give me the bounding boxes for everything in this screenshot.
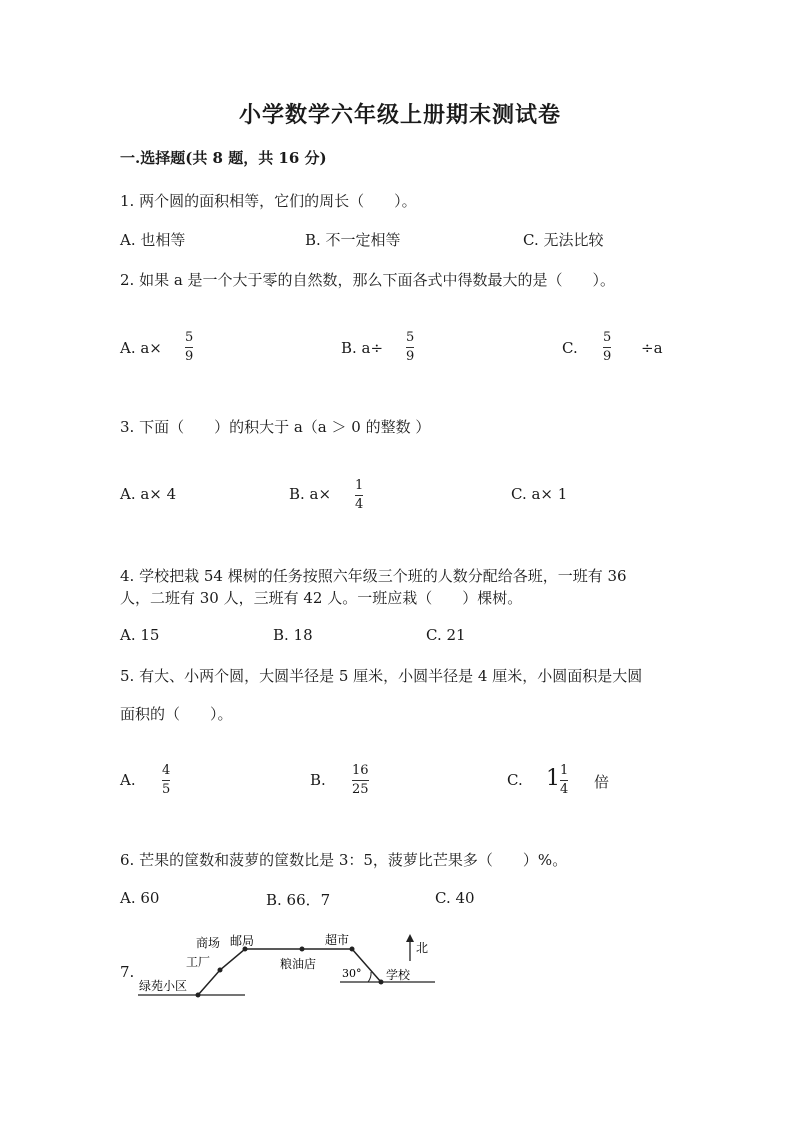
question-6: 6. 芒果的筐数和菠萝的筐数比是 3：5，菠萝比芒果多（ ）%。 bbox=[120, 851, 568, 869]
q4-option-a[interactable]: A. 15 bbox=[120, 626, 160, 644]
fraction-denominator: 4 bbox=[560, 782, 569, 797]
question-5-line-1: 5. 有大、小两个圆，大圆半径是 5 厘米，小圆半径是 4 厘米，小圆面积是大圆 bbox=[120, 667, 643, 685]
q2-option-b-label: B. a÷ bbox=[341, 339, 384, 357]
fraction-denominator: 25 bbox=[352, 782, 369, 797]
q1-option-b[interactable]: B. 不一定相等 bbox=[305, 231, 401, 249]
q6-option-c[interactable]: C. 40 bbox=[435, 889, 475, 907]
grain-point bbox=[300, 947, 305, 952]
q2-option-c-label: C. bbox=[562, 339, 578, 357]
label-community: 绿苑小区 bbox=[139, 979, 188, 993]
q3-option-a[interactable]: A. a× 4 bbox=[120, 485, 177, 503]
fraction-numerator: 1 bbox=[355, 478, 364, 493]
label-school: 学校 bbox=[386, 968, 411, 982]
q5-option-a-fraction bbox=[162, 763, 170, 798]
q5-option-c-whole: 1 bbox=[546, 766, 560, 791]
q6-option-a[interactable]: A. 60 bbox=[120, 889, 160, 907]
page-title: 小学数学六年级上册期末测试卷 bbox=[238, 102, 561, 128]
question-5-line-2: 面积的（ ）。 bbox=[120, 705, 233, 723]
fraction-numerator: 1 bbox=[560, 763, 569, 778]
label-mall: 商场 bbox=[196, 936, 221, 950]
angle-arc bbox=[368, 972, 371, 982]
q4-option-b[interactable]: B. 18 bbox=[273, 626, 313, 644]
question-1: 1. 两个圆的面积相等，它们的周长（ ）。 bbox=[120, 192, 417, 210]
q5-option-c-fraction bbox=[560, 763, 568, 798]
label-north: 北 bbox=[416, 941, 429, 955]
question-4-line-1: 4. 学校把栽 54 棵树的任务按照六年级三个班的人数分配给各班，一班有 36 bbox=[120, 567, 627, 585]
q5-option-b-fraction bbox=[352, 763, 369, 798]
label-factory: 工厂 bbox=[186, 955, 211, 969]
q1-option-a[interactable]: A. 也相等 bbox=[120, 231, 186, 249]
q1-option-c[interactable]: C. 无法比较 bbox=[523, 231, 604, 249]
q2-option-a-label: A. a× bbox=[120, 339, 162, 357]
q3-option-b-label: B. a× bbox=[289, 485, 332, 503]
q2-option-b-fraction bbox=[406, 330, 414, 365]
school-point bbox=[379, 980, 384, 985]
q5-option-b-label: B. bbox=[310, 771, 326, 789]
north-arrow-head-icon bbox=[406, 934, 414, 942]
fraction-numerator: 5 bbox=[603, 330, 612, 345]
fraction-numerator: 4 bbox=[162, 763, 171, 778]
fraction-numerator: 5 bbox=[185, 330, 194, 345]
fraction-denominator: 5 bbox=[162, 782, 171, 797]
q5-option-c-suffix: 倍 bbox=[594, 773, 610, 791]
fraction-denominator: 9 bbox=[603, 349, 612, 364]
q2-option-c-fraction bbox=[603, 330, 611, 365]
q5-option-a-label: A. bbox=[120, 771, 136, 789]
market-point bbox=[350, 947, 355, 952]
question-4-line-2: 人，二班有 30 人，三班有 42 人。一班应栽（ ）棵树。 bbox=[120, 589, 523, 607]
q6-option-b[interactable]: B. 66．7 bbox=[266, 891, 331, 909]
q2-option-c-suffix: ÷a bbox=[641, 339, 663, 357]
label-angle: 30° bbox=[342, 967, 362, 980]
label-grain: 粮油店 bbox=[280, 957, 317, 971]
q3-option-b-fraction bbox=[355, 478, 363, 513]
q4-option-c[interactable]: C. 21 bbox=[426, 626, 466, 644]
q2-option-a-fraction bbox=[185, 330, 193, 365]
factory-point bbox=[218, 968, 223, 973]
question-3: 3. 下面（ ）的积大于 a（a ＞ 0 的整数 ） bbox=[120, 418, 431, 436]
fraction-denominator: 9 bbox=[185, 349, 194, 364]
section-heading: 一.选择题(共 8 题，共 16 分) bbox=[120, 149, 327, 167]
q5-option-c-label: C. bbox=[507, 771, 523, 789]
question-2: 2. 如果 a 是一个大于零的自然数，那么下面各式中得数最大的是（ ）。 bbox=[120, 271, 616, 289]
label-post: 邮局 bbox=[230, 934, 255, 948]
q7-route-diagram bbox=[130, 925, 440, 1005]
q3-option-c[interactable]: C. a× 1 bbox=[511, 485, 568, 503]
community-point bbox=[196, 993, 201, 998]
fraction-numerator: 5 bbox=[406, 330, 415, 345]
label-market: 超市 bbox=[325, 933, 350, 947]
fraction-numerator: 16 bbox=[352, 763, 369, 778]
fraction-denominator: 4 bbox=[355, 497, 364, 512]
question-7-number: 7. bbox=[120, 963, 135, 981]
fraction-denominator: 9 bbox=[406, 349, 415, 364]
